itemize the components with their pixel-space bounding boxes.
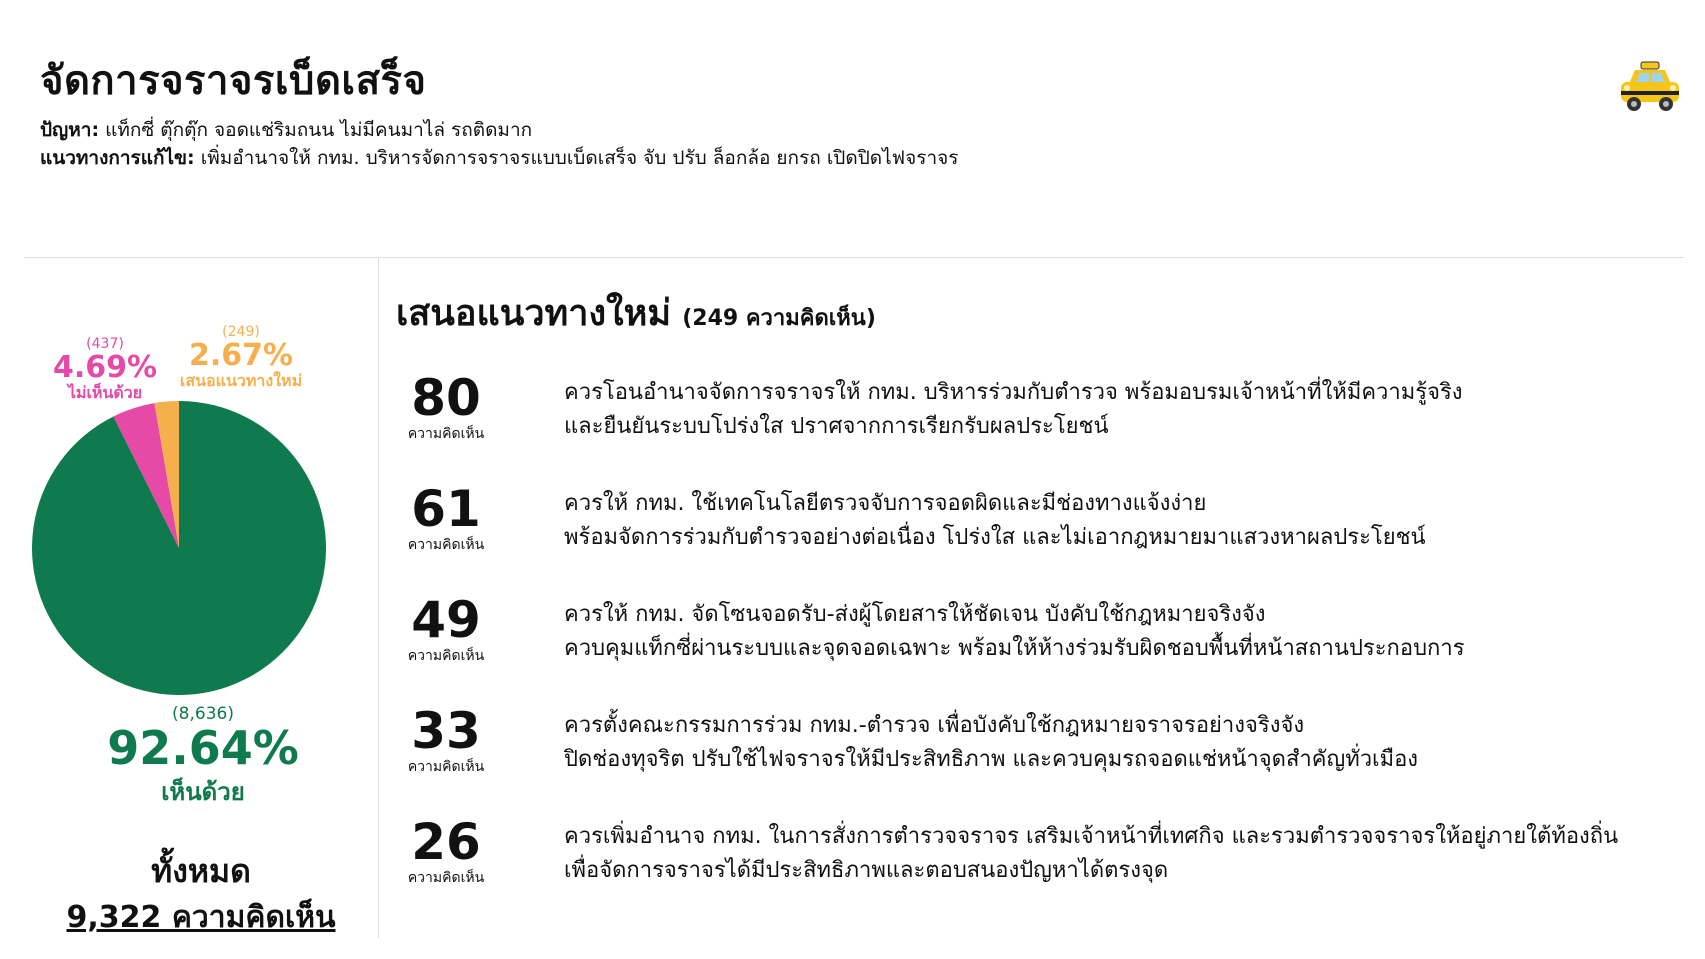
item-count-box (396, 703, 496, 775)
item-line2: ปิดช่องทุจริต ปรับใช้ไฟจราจรให้มีประสิทธิภาพ และควบคุมรถจอดแช่หน้าจุดสำคัญทั่วเมือง (564, 747, 1419, 772)
item-count-box (396, 370, 496, 442)
total-value: 9,322 ความคิดเห็น (66, 900, 336, 935)
item-line2: เพื่อจัดการจราจรได้มีประสิทธิภาพและตอบสนองปัญหาได้ตรงจุด (564, 858, 1169, 883)
item-line1: ควรให้ กทม. จัดโซนจอดรับ-ส่งผู้โดยสารให้ชัดเจน บังคับใช้กฎหมายจริงจัง (564, 602, 1266, 627)
agree-percent: 92.64% (107, 721, 299, 775)
item-line1: ควรโอนอำนาจจัดการจราจรให้ กทม. บริหารร่วมกับตำรวจ พร้อมอบรมเจ้าหน้าที่ให้มีความรู้จริง (564, 380, 1463, 405)
item-line2: ควบคุมแท็กซี่ผ่านระบบและจุดจอดเฉพาะ พร้อมให้ห้างร่วมรับผิดชอบพื้นที่หน้าสถานประกอบการ (564, 636, 1465, 661)
item-count: 33 (411, 702, 481, 760)
list-item (396, 481, 1686, 581)
disagree-name: ไม่เห็นด้วย (67, 383, 143, 402)
solution-label: แนวทางการแก้ไข: (40, 147, 195, 169)
total-label: ทั้งหมด (151, 852, 251, 890)
item-line1: ควรเพิ่มอำนาจ กทม. ในการสั่งการตำรวจจราจร เสริมเจ้าหน้าที่เทศกิจ และรวมตำรวจจราจรให้อยู่ภายใต้ท้องถิ่น (564, 824, 1619, 849)
agree-count: (8,636) (172, 704, 234, 724)
item-description (564, 487, 1426, 555)
suggest-count: (249) (222, 324, 260, 340)
item-count: 80 (411, 369, 481, 427)
item-unit: ความคิดเห็น (407, 759, 485, 775)
suggest-name: เสนอแนวทางใหม่ (179, 371, 303, 390)
suggestions-title: เสนอแนวทางใหม่ (396, 293, 672, 334)
vertical-divider (378, 258, 379, 938)
list-item (396, 703, 1686, 803)
disagree-count: (437) (86, 336, 124, 352)
item-line2: และยืนยันระบบโปร่งใส ปราศจากการเรียกรับผลประโยชน์ (564, 414, 1109, 439)
suggestions-heading (396, 284, 876, 341)
summary-panel (24, 258, 378, 958)
item-count-box (396, 814, 496, 886)
disagree-label (50, 336, 160, 402)
list-item (396, 592, 1686, 692)
page-title: จัดการจราจรเบ็ดเสร็จ (40, 58, 427, 104)
problem-line (40, 116, 1600, 144)
disagree-percent: 4.69% (52, 350, 158, 385)
problem-text: แท็กซี่ ตุ๊กตุ๊ก จอดแช่ริมถนน ไม่มีคนมาไล่ รถติดมาก (105, 119, 533, 141)
agree-name: เห็นด้วย (161, 778, 245, 806)
item-unit: ความคิดเห็น (407, 870, 485, 886)
item-count-box (396, 592, 496, 664)
taxi-icon (1617, 60, 1683, 116)
agree-label (78, 704, 328, 811)
item-count: 61 (411, 480, 481, 538)
problem-label: ปัญหา: (40, 119, 100, 141)
item-line1: ควรให้ กทม. ใช้เทคโนโลยีตรวจจับการจอดผิดและมีช่องทางแจ้งง่าย (564, 491, 1207, 516)
list-item (396, 814, 1686, 914)
item-line1: ควรตั้งคณะกรรมการร่วม กทม.-ตำรวจ เพื่อบังคับใช้กฎหมายจราจรอย่างจริงจัง (564, 713, 1305, 738)
item-count-box (396, 481, 496, 553)
item-count: 26 (411, 813, 481, 871)
suggestions-subtitle: (249 ความคิดเห็น) (682, 306, 876, 331)
item-unit: ความคิดเห็น (407, 426, 485, 442)
list-item (396, 370, 1686, 470)
suggest-label (176, 324, 306, 390)
solution-line (40, 144, 1600, 172)
item-line2: พร้อมจัดการร่วมกับตำรวจอย่างต่อเนื่อง โปร่งใส และไม่เอากฎหมายมาแสวงหาผลประโยชน์ (564, 525, 1426, 550)
suggest-percent: 2.67% (188, 338, 294, 373)
item-count: 49 (411, 591, 481, 649)
item-description (564, 598, 1465, 666)
header (40, 48, 1600, 172)
item-description (564, 376, 1463, 444)
solution-text: เพิ่มอำนาจให้ กทม. บริหารจัดการจราจรแบบเบ็ดเสร็จ จับ ปรับ ล็อกล้อ ยกรถ เปิดปิดไฟจราจร (200, 147, 959, 169)
item-description (564, 709, 1418, 777)
item-unit: ความคิดเห็น (407, 537, 485, 553)
item-unit: ความคิดเห็น (407, 648, 485, 664)
item-description (564, 820, 1618, 888)
